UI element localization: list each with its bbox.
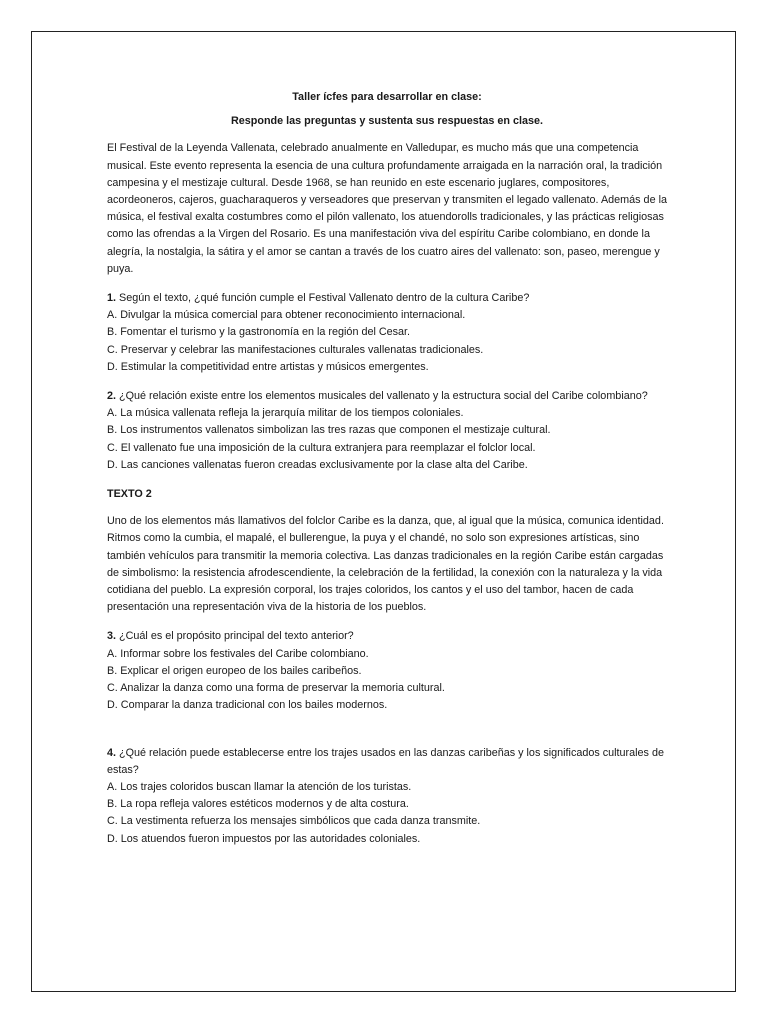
document-content — [107, 89, 667, 848]
question-4-text: ¿Qué relación puede establecerse entre los trajes usados en las danzas caribeñas y los significados culturales de estas? — [107, 746, 664, 776]
question-2-text: ¿Qué relación existe entre los elementos musicales del vallenato y la estructura social del Caribe colombiano? — [116, 390, 648, 403]
question-1-option-a: A. Divulgar la música comercial para obtener reconocimiento internacional. — [107, 309, 466, 322]
question-1-option-c: C. Preservar y celebrar las manifestaciones culturales vallenatas tradicionales. — [107, 343, 484, 356]
question-2 — [107, 388, 667, 474]
question-2-option-d: D. Las canciones vallenatas fueron creadas exclusivamente por la clase alta del Caribe. — [107, 458, 528, 471]
question-2-stem — [107, 388, 667, 405]
question-3-stem — [107, 628, 667, 645]
question-1 — [107, 290, 667, 376]
question-2-number: 2. — [107, 390, 117, 403]
question-3-number: 3. — [107, 630, 117, 643]
question-1-option-b: B. Fomentar el turismo y la gastronomía en la región del Cesar. — [107, 326, 411, 339]
question-1-number: 1. — [107, 292, 117, 305]
document-page — [31, 31, 736, 992]
question-3 — [107, 628, 667, 714]
question-3-option-c: C. Analizar la danza como una forma de preservar la memoria cultural. — [107, 682, 445, 695]
document-subtitle: Responde las preguntas y sustenta sus respuestas en clase. — [230, 115, 544, 128]
question-1-text: Según el texto, ¿qué función cumple el Festival Vallenato dentro de la cultura Caribe? — [116, 292, 530, 305]
question-3-text: ¿Cuál es el propósito principal del texto anterior? — [116, 630, 354, 643]
text-1-paragraph: El Festival de la Leyenda Vallenata, celebrado anualmente en Valledupar, es mucho más que una competencia musical. Este evento representa la esencia de una cultura profundamente arraigada en la narración oral, la tradición campesina y el mestizaje cultural. Desde 1968, se han reunido en este escenario juglares, compositores, acordeoneros, cajeros, guacharaqueros y verseadores que preservan y transmiten el legado vallenato. Además de la música, el festival exalta costumbres como el pilón vallenato, los atuendorolls tradicionales, y las prácticas religiosas como las ofrendas a la Virgen del Rosario. Es una manifestación viva del espíritu Caribe colombiano, en donde la alegría, la nostalgia, la sátira y el amor se cantan a través de los cuatro aires del vallenato: son, paseo, merengue y puya. — [107, 142, 667, 275]
question-4-option-b: B. La ropa refleja valores estéticos modernos y de alta costura. — [107, 798, 409, 811]
question-4-number: 4. — [107, 746, 117, 759]
question-2-option-c: C. El vallenato fue una imposición de la cultura extranjera para reemplazar el folclor local. — [107, 441, 536, 454]
question-4-option-d: D. Los atuendos fueron impuestos por las autoridades coloniales. — [107, 832, 421, 845]
question-4-stem — [107, 745, 667, 779]
question-2-option-b: B. Los instrumentos vallenatos simbolizan las tres razas que componen el mestizaje cultural. — [107, 424, 551, 437]
question-4-option-a: A. Los trajes coloridos buscan llamar la atención de los turistas. — [107, 780, 412, 793]
question-3-option-b: B. Explicar el origen europeo de los bailes caribeños. — [107, 664, 362, 677]
question-4 — [107, 745, 667, 848]
text-2-heading: TEXTO 2 — [107, 488, 152, 501]
question-3-option-a: A. Informar sobre los festivales del Caribe colombiano. — [107, 647, 369, 660]
question-1-stem — [107, 290, 667, 307]
text-2-paragraph: Uno de los elementos más llamativos del folclor Caribe es la danza, que, al igual que la música, comunica identidad. Ritmos como la cumbia, el mapalé, el bullerengue, la puya y el chandé, no solo son expresiones artísticas, sino también vehículos para transmitir la memoria colectiva. Las danzas tradicionales en la región Caribe están cargadas de simbolismo: la resistencia afrodescendiente, la celebración de la fertilidad, la conexión con la naturaleza y la vida cotidiana del pueblo. La expresión corporal, los trajes coloridos, los cantos y el uso del tambor, hacen de cada presentación una representación viva de la historia de los pueblos. — [107, 515, 664, 614]
question-4-option-c: C. La vestimenta refuerza los mensajes simbólicos que cada danza transmite. — [107, 815, 481, 828]
question-3-option-d: D. Comparar la danza tradicional con los bailes modernos. — [107, 699, 388, 712]
question-1-option-d: D. Estimular la competitividad entre artistas y músicos emergentes. — [107, 360, 429, 373]
document-title: Taller ícfes para desarrollar en clase: — [292, 91, 482, 103]
question-2-option-a: A. La música vallenata refleja la jerarquía militar de los tiempos coloniales. — [107, 407, 464, 420]
